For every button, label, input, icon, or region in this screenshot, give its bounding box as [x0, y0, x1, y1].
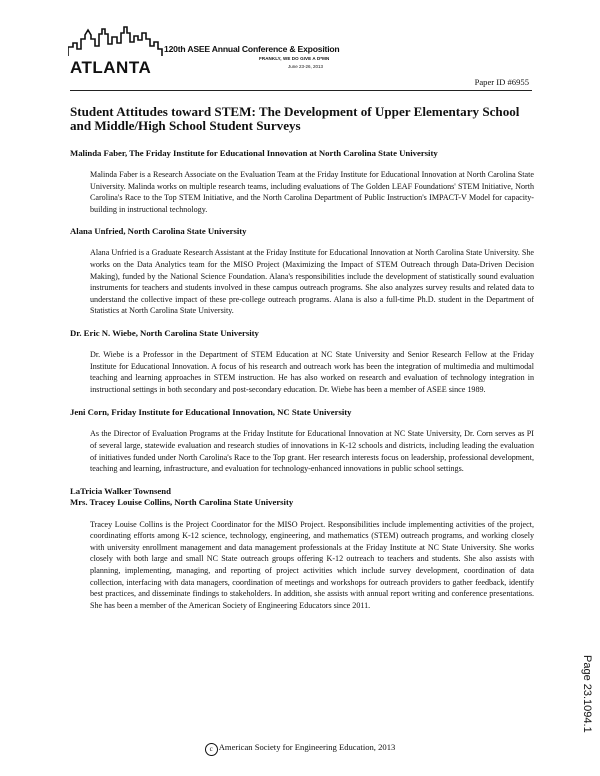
author-bio: Tracey Louise Collins is the Project Coordinator for the MISO Project. Responsibilities include implementing activities of the project, coordinating efforts among K-12 science, technology, engineering, and mathematics (STEM) outreach programs, and working closely with university enrollment management and data management professionals at the Friday Institute at NC State University. She works closely with both large and small NC State outreach groups offering K-12 outreach to teachers and students. She also assists with planning, implementing, managing, and reporting of project activities which include survey development, coordination of data collection, interfacing with data managers, coordination of meetings and workshops for outreach providers to gather feedback, identify best practices, and disseminate findings to stakeholders. In addition, she assists with annual report writing and conference presentations. She has been a member of the American Society of Engineering Educators since 2011.	[90, 519, 534, 610]
author-name: Alana Unfried, North Carolina State University	[70, 226, 247, 237]
conference-tagline: FRANKLY, WE DO GIVE A D*MN	[259, 56, 330, 61]
atlanta-skyline-icon	[68, 22, 168, 62]
author-bio: As the Director of Evaluation Programs at the Friday Institute for Educational Innovation at NC State University, Dr. Corn serves as PI of several large, statewide evaluation and research studies of innovations in K-12 schools and districts, including leading the evaluation of initiatives funded under North Carolina's Race to the Top grant. Her research interests focus on leadership, professional development, teaching and learning, infrastructure, and evaluation for technology-enhanced innovations in public school settings.	[90, 429, 534, 474]
author-list	[70, 148, 534, 611]
copyright-text: American Society for Engineering Education, 2013	[218, 742, 396, 752]
author-name: Dr. Eric N. Wiebe, North Carolina State University	[70, 327, 259, 338]
copyright-icon: c	[205, 743, 218, 756]
logo-city-name: ATLANTA	[70, 58, 152, 77]
author-name: LaTricia Walker Townsend	[70, 485, 171, 496]
header-divider	[70, 90, 532, 91]
author-name: Mrs. Tracey Louise Collins, North Carolina State University	[70, 496, 294, 507]
copyright-footer	[0, 742, 600, 756]
paper-title: Student Attitudes toward STEM: The Development of Upper Elementary School and Middle/High School Student Surveys	[70, 104, 520, 133]
author-name: Jeni Corn, Friday Institute for Educational Innovation, NC State University	[70, 407, 352, 418]
conference-logo	[68, 22, 168, 80]
paper-id: Paper ID #6955	[474, 77, 529, 87]
conference-title: 120th ASEE Annual Conference & Exposition	[164, 44, 340, 54]
author-bio: Dr. Wiebe is a Professor in the Department of STEM Education at NC State University and Senior Research Fellow at the Friday Institute for Educational Innovation. A focus of his research and outreach work has been the integration of multimedia and multimodal teaching and learning approaches in STEM instruction. He has also worked on research and evaluation of technology integration in instructional settings in both secondary and post-secondary education. Dr. Wiebe has been a member of ASEE since 1989.	[90, 349, 534, 394]
side-page-number: Page 23.1094.1	[581, 655, 593, 733]
author-bio: Malinda Faber is a Research Associate on the Evaluation Team at the Friday Institute for Educational Innovation at North Carolina State University. Malinda works on multiple research teams, including evaluations of The Golden LEAF Foundations' STEM Initiative, North Carolina's Race to the Top STEM Initiative, and the North Carolina Department of Public Instruction's IMPACT-V Model for capacity-building in instructional technology.	[90, 170, 534, 214]
conference-dates: June 23-26, 2013	[288, 64, 324, 69]
author-bio: Alana Unfried is a Graduate Research Assistant at the Friday Institute for Educational Innovation at North Carolina State University. She works on the Data Analytics team for the MISO Project (Maximizing the Impact of STEM Outreach through Data-Driven Decision Making), funded by the National Science Foundation. Alana's responsibilities include the development of statistically sound evaluation instruments for teachers and students involved in these campus outreach programs. She also analyzes survey results and related data to understand the collective impact of these pre-college outreach programs. Alana is also a full-time Ph.D. student in the Department of Statistics at North Carolina State University.	[90, 248, 534, 316]
author-name: Malinda Faber, The Friday Institute for Educational Innovation at North Carolina State University	[70, 148, 438, 158]
